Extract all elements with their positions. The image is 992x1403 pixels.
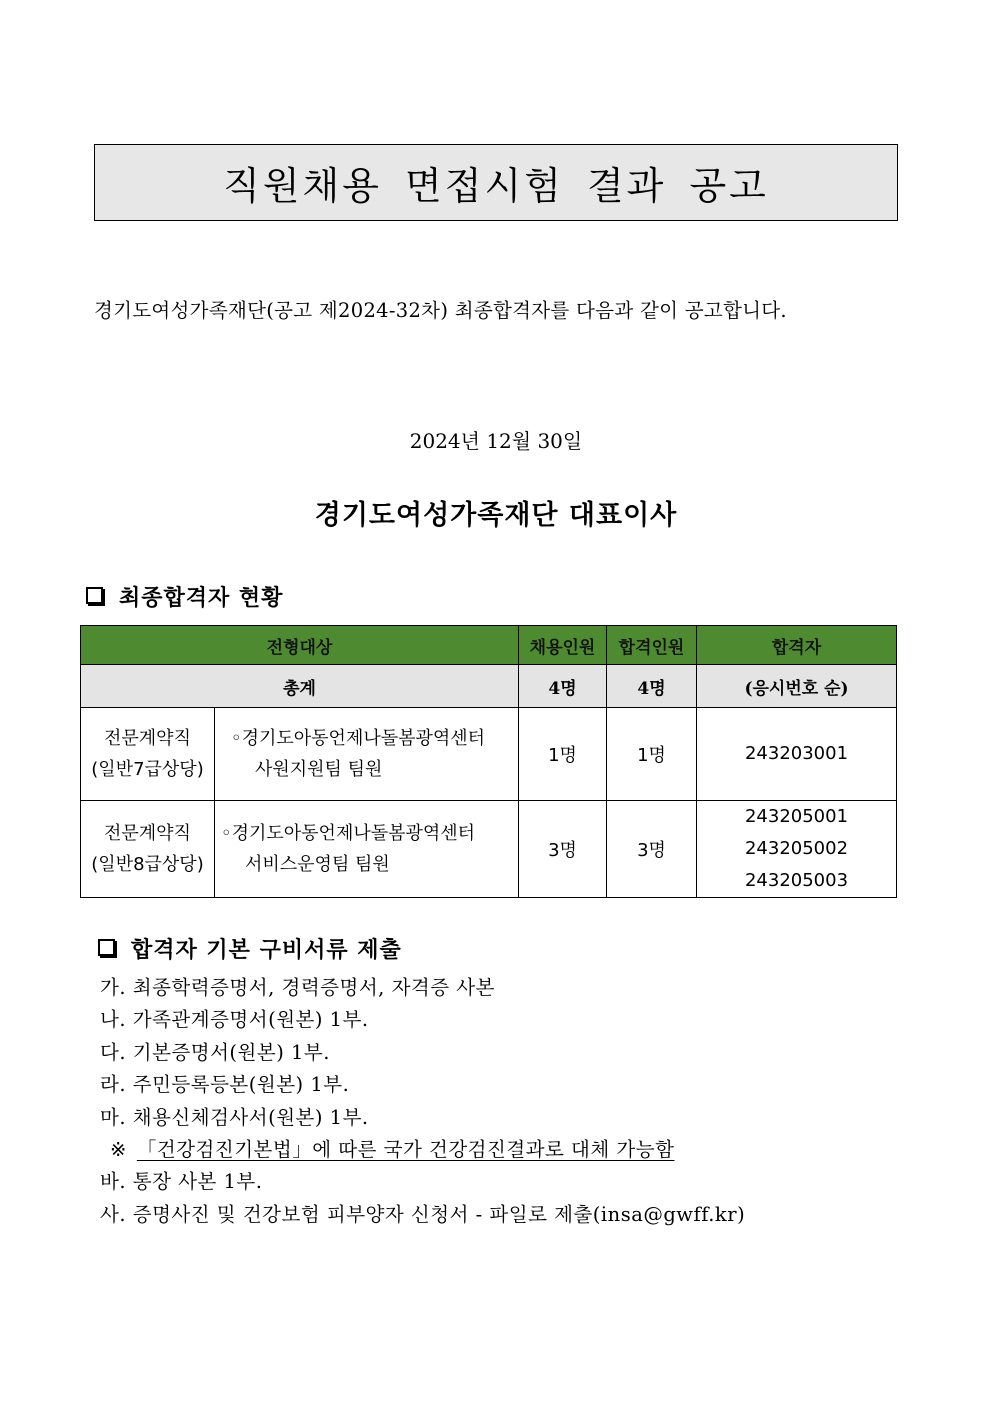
list-item: 다. 기본증명서(원본) 1부. — [100, 1040, 330, 1064]
position-line: 서비스운영팀 팀원 — [245, 854, 390, 875]
note-mark: ※ — [110, 1137, 127, 1161]
position-line: ◦경기도아동언제나돌봄광역센터 — [231, 728, 486, 749]
passer-id: 243205001 — [744, 806, 849, 827]
document-list — [100, 972, 745, 1231]
section-required-documents — [96, 933, 402, 964]
category-line: 전문계약직 — [104, 728, 191, 749]
list-item: 나. 가족관계증명서(원본) 1부. — [100, 1008, 369, 1032]
header-recruit: 채용인원 — [519, 626, 607, 665]
table-row — [81, 801, 897, 898]
passer-ids-cell — [697, 708, 897, 801]
total-pass: 4명 — [607, 665, 697, 708]
announcement-date: 2024년 12월 30일 — [409, 429, 583, 453]
list-item: 마. 채용신체검사서(원본) 1부. — [100, 1105, 369, 1129]
category-line: (일반7급상당) — [91, 759, 204, 780]
recruit-cell: 1명 — [519, 708, 607, 801]
header-passer: 합격자 — [697, 626, 897, 665]
category-line: (일반8급상당) — [91, 854, 204, 875]
total-recruit: 4명 — [519, 665, 607, 708]
table-header-row — [81, 626, 897, 665]
list-item: 라. 주민등록등본(원본) 1부. — [100, 1073, 350, 1097]
checkbox-square-icon — [98, 939, 115, 956]
note-text: 「건강검진기본법」에 따른 국가 건강검진결과로 대체 가능함 — [136, 1137, 675, 1161]
total-note: (응시번호 순) — [697, 665, 897, 708]
pass-cell: 3명 — [607, 801, 697, 898]
category-cell — [81, 801, 215, 898]
header-target: 전형대상 — [81, 626, 519, 665]
page-title: 직원채용 면접시험 결과 공고 — [94, 144, 898, 221]
list-item: 사. 증명사진 및 건강보험 피부양자 신청서 - 파일로 제출(insa@gwff.kr) — [100, 1202, 746, 1226]
list-item: 바. 통장 사본 1부. — [100, 1170, 263, 1194]
header-pass: 합격인원 — [607, 626, 697, 665]
passer-id: 243205002 — [744, 838, 849, 859]
category-line: 전문계약직 — [104, 823, 191, 844]
pass-cell: 1명 — [607, 708, 697, 801]
category-cell — [81, 708, 215, 801]
recruit-cell: 3명 — [519, 801, 607, 898]
list-item: 가. 최종학력증명서, 경력증명서, 자격증 사본 — [100, 976, 495, 999]
organization-signature: 경기도여성가족재단 대표이사 — [314, 500, 678, 531]
total-label: 총계 — [81, 665, 519, 708]
table-row — [81, 708, 897, 801]
section-title: 최종합격자 현황 — [119, 585, 284, 611]
intro-text: 경기도여성가족재단(공고 제2024-32차) 최종합격자를 다음과 같이 공고합니다. — [94, 299, 787, 322]
position-cell — [215, 801, 519, 898]
checkbox-square-icon — [86, 587, 103, 604]
section-final-passers — [84, 581, 283, 612]
position-line: ◦경기도아동언제나돌봄광역센터 — [221, 823, 476, 844]
note-item — [100, 1134, 745, 1166]
position-cell — [215, 708, 519, 801]
position-line: 사원지원팀 팀원 — [255, 759, 383, 780]
table-total-row — [81, 665, 897, 708]
passer-id: 243205003 — [744, 870, 849, 891]
section-title: 합격자 기본 구비서류 제출 — [131, 937, 402, 963]
passer-id: 243203001 — [744, 743, 849, 764]
passer-ids-cell — [697, 801, 897, 898]
result-table — [80, 625, 897, 898]
